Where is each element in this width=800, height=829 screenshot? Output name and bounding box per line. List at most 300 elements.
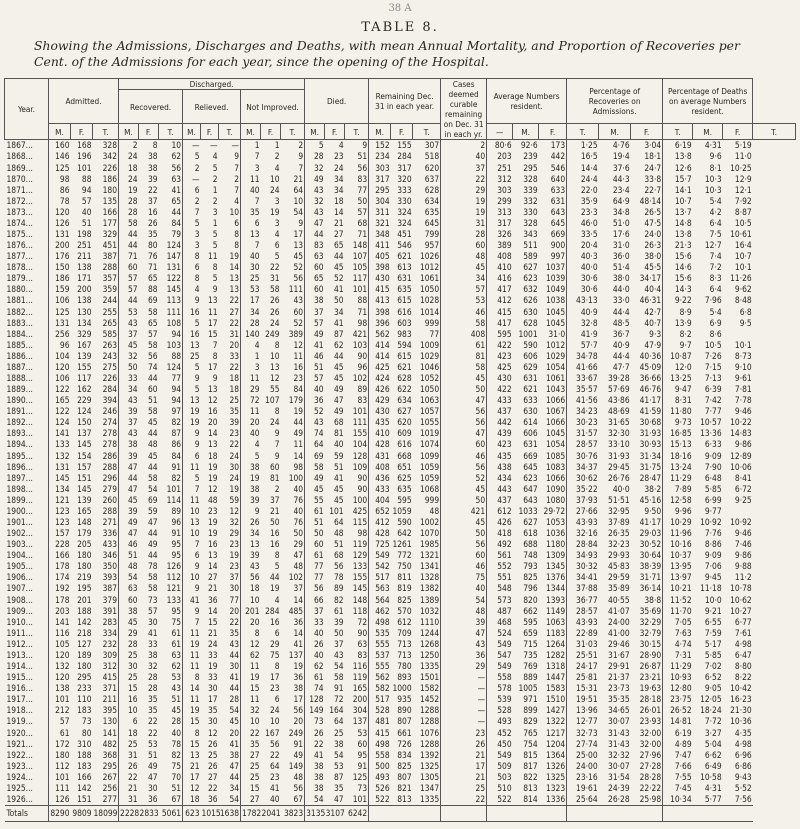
table-cell: 31·93	[639, 428, 662, 439]
table-cell: 82	[171, 417, 182, 428]
table-cell: 997	[550, 251, 566, 262]
table-cell: 20·4	[567, 240, 599, 251]
table-cell: 65	[147, 273, 158, 284]
table-cell: 45	[119, 339, 139, 350]
table-cell: 56	[441, 539, 487, 550]
table-cell: 141	[49, 428, 71, 439]
table-cell: 22	[269, 262, 280, 273]
table-cell: 31·0	[548, 328, 566, 339]
table-cell: 9·10	[734, 361, 752, 372]
table-cell: 5	[183, 472, 201, 483]
table-cell: 177	[102, 217, 118, 228]
table-cell: 10	[183, 572, 201, 583]
table-cell: 561	[487, 550, 513, 561]
table-cell: 343	[523, 228, 538, 239]
table-cell: 31	[229, 328, 240, 339]
table-cell: 195	[77, 583, 92, 594]
table-cell: 1085	[545, 450, 566, 461]
table-cell: 511	[523, 240, 538, 251]
table-cell: 26·3	[644, 240, 662, 251]
table-cell: —	[209, 140, 218, 151]
table-cell: 616	[397, 439, 412, 450]
table-row	[5, 295, 796, 306]
table-cell: 137	[352, 716, 368, 727]
table-cell: 69	[147, 494, 158, 505]
table-cell: 49	[293, 428, 304, 439]
table-cell: 621	[397, 251, 412, 262]
table-cell: 35	[207, 705, 218, 716]
table-cell: 74	[305, 683, 325, 694]
table-cell: 59	[147, 505, 158, 516]
table-cell: 10	[183, 506, 201, 517]
table-cell: —	[441, 672, 487, 683]
table-cell: 11	[241, 406, 261, 417]
table-cell: 22	[229, 439, 240, 450]
table-cell: 2	[234, 173, 240, 184]
table-cell: 4·98	[734, 638, 752, 649]
table-row	[5, 406, 796, 417]
table-cell: 33·5	[567, 229, 599, 240]
table-cell: 7	[241, 240, 261, 251]
table-cell: 130	[102, 716, 118, 727]
table-cell: 631	[523, 373, 538, 383]
table-cell: 1059	[392, 505, 412, 516]
table-cell: 35·69	[639, 605, 662, 616]
table-cell: 9·77	[704, 505, 722, 516]
table-cell: 29·46	[608, 638, 630, 649]
table-cell: 748	[523, 550, 538, 561]
table-cell: 32	[147, 661, 158, 672]
table-cell: 87	[334, 328, 344, 339]
table-cell: 41	[171, 184, 182, 195]
table-cell: 167	[77, 339, 92, 350]
table-cell: 16	[293, 361, 304, 372]
table-row	[5, 184, 796, 195]
table-cell: 8·31	[663, 395, 693, 406]
table-cell: 137	[77, 428, 92, 439]
table-cell: 1·25	[567, 140, 599, 152]
table-cell: 19	[229, 251, 240, 262]
table-cell: 37	[229, 572, 240, 583]
table-cell: 414	[369, 351, 391, 362]
table-cell: 58	[269, 284, 280, 295]
table-cell: 234	[369, 151, 391, 162]
table-cell: 23·16	[567, 771, 599, 782]
table-cell: 131	[49, 229, 71, 240]
table-cell: 43·93	[567, 517, 599, 528]
table-row	[5, 661, 796, 672]
table-cell: 17	[207, 694, 218, 705]
table-cell: 120	[49, 207, 71, 218]
table-cell: 13	[207, 439, 218, 450]
table-cell: 68	[334, 550, 344, 561]
table-cell: 142	[77, 782, 92, 793]
table-cell: 122	[49, 406, 71, 417]
table-cell: 6·9	[709, 317, 722, 328]
table-cell: 5061	[159, 805, 183, 821]
table-cell: 7·47	[663, 749, 693, 760]
table-cell: 1028	[419, 295, 440, 306]
table-cell: 95	[171, 605, 182, 616]
table-row	[5, 683, 796, 694]
table-cell: 94	[81, 184, 92, 195]
table-row	[5, 373, 796, 384]
table-row	[5, 528, 796, 539]
table-cell: 49	[305, 328, 325, 339]
table-cell: 288	[102, 505, 118, 516]
table-cell: 61	[334, 605, 344, 616]
table-cell: 41·17	[639, 395, 662, 406]
table-cell: 10·1	[734, 339, 752, 350]
table-cell: 58	[147, 339, 158, 350]
table-cell: 606	[523, 350, 538, 361]
table-cell: 84	[293, 384, 304, 395]
table-cell: 60	[357, 738, 368, 749]
table-cell: 12·9	[734, 173, 752, 184]
table-cell: 239	[523, 151, 538, 162]
table-cell: 60	[147, 384, 158, 395]
table-cell: 295	[523, 162, 538, 173]
table-cell: 23	[229, 428, 240, 439]
table-cell: 12	[241, 639, 261, 650]
table-cell: 41·07	[608, 605, 630, 616]
table-cell: 233	[77, 683, 92, 694]
table-cell: 134	[49, 483, 71, 494]
table-cell: 45	[334, 494, 344, 505]
table-cell: 1347	[419, 782, 440, 793]
table-row	[5, 395, 796, 406]
table-cell: 1183	[545, 627, 566, 638]
table-cell: 128	[352, 450, 368, 461]
table-cell: 72	[334, 694, 344, 705]
table-cell: 34·23	[567, 406, 599, 417]
row-year: 1920...	[6, 727, 33, 738]
table-cell: 7·45	[663, 783, 693, 794]
table-cell: 256	[102, 782, 118, 793]
table-cell: 6·19	[663, 140, 693, 152]
table-cell: 12	[207, 483, 218, 494]
table-cell: 30·64	[639, 550, 662, 561]
table-cell: 8·6	[709, 328, 722, 339]
table-cell: 38	[305, 295, 325, 306]
table-cell: 8·80	[734, 661, 752, 672]
table-cell: 45	[147, 450, 158, 461]
table-cell: 166	[49, 550, 71, 561]
table-cell: 6	[241, 218, 261, 229]
table-cell: 69	[147, 295, 158, 306]
table-cell: 433	[487, 395, 513, 406]
table-cell: 43·93	[567, 616, 599, 627]
table-cell: 411	[369, 240, 391, 251]
table-cell: 7	[183, 207, 201, 218]
table-cell: 7	[183, 616, 201, 627]
row-year: 1891...	[6, 406, 33, 417]
table-cell: 45	[334, 361, 344, 372]
table-cell: 126	[49, 218, 71, 229]
table-cell: 9·05	[704, 683, 722, 694]
table-cell: 9·96	[663, 506, 693, 517]
table-cell: 117	[77, 373, 92, 383]
table-cell: 1070	[419, 528, 440, 539]
table-cell: 50	[269, 517, 280, 528]
table-cell: 30	[241, 262, 261, 273]
table-cell: 180	[49, 749, 71, 760]
table-cell: 26	[207, 738, 218, 749]
table-cell: 79	[171, 228, 182, 239]
table-cell: 8	[234, 240, 240, 251]
table-cell: 46	[305, 351, 325, 362]
table-cell: 6·48	[704, 472, 722, 483]
table-cell: 63	[171, 173, 182, 184]
table-row	[5, 672, 796, 683]
table-cell: 834	[397, 749, 412, 760]
table-cell: 6·4	[709, 284, 722, 295]
table-cell: 19	[207, 472, 218, 483]
table-cell: 555	[369, 661, 391, 672]
table-cell: 4·98	[734, 738, 752, 749]
table-cell: 893	[397, 672, 412, 683]
table-cell: 434	[487, 472, 513, 483]
table-cell: 44	[119, 295, 139, 306]
table-cell: 9	[298, 151, 304, 162]
table-cell: 1364	[545, 749, 566, 760]
table-cell: 19	[207, 517, 218, 528]
table-cell: 14·6	[663, 262, 693, 273]
table-cell: 603	[397, 317, 412, 328]
table-cell: 8	[183, 672, 201, 683]
table-cell: 429	[369, 395, 391, 406]
table-cell: 9	[183, 373, 201, 384]
table-cell: 211	[102, 694, 118, 705]
table-cell: 34	[334, 184, 344, 195]
table-row	[5, 506, 796, 517]
table-cell: 38	[305, 771, 325, 782]
table-cell: 5·4	[709, 195, 722, 206]
table-cell: 7	[183, 483, 201, 494]
table-cell: 145	[49, 472, 71, 483]
table-cell: 50	[441, 528, 487, 539]
table-cell: 150	[77, 417, 92, 428]
table-cell: 1288	[419, 705, 440, 716]
table-cell: 22	[229, 295, 240, 306]
table-cell: 634	[397, 395, 412, 406]
row-year: 1880...	[6, 284, 33, 295]
table-cell: 121	[49, 495, 71, 506]
table-cell: 47	[334, 395, 344, 406]
table-cell: 94	[171, 384, 182, 395]
table-cell: 40	[441, 583, 487, 594]
table-cell: 96	[171, 517, 182, 528]
table-cell: 60	[441, 240, 487, 251]
table-cell: 11·70	[663, 605, 693, 616]
table-cell: 19	[207, 661, 218, 672]
table-cell: 28·90	[639, 649, 662, 660]
table-cell: 118	[352, 605, 368, 616]
table-cell: 2	[183, 195, 201, 206]
table-cell: 50	[119, 362, 139, 373]
table-cell: 423	[487, 351, 513, 362]
table-cell: 329	[102, 228, 118, 239]
table-cell: 15	[207, 616, 218, 627]
table-cell: 34	[441, 273, 487, 284]
table-cell: 1015	[201, 805, 219, 821]
table-cell: 7·72	[704, 716, 722, 727]
table-cell: 1046	[419, 361, 440, 372]
header-admitted-m: M.	[49, 124, 71, 140]
table-cell: 54	[334, 749, 344, 760]
table-cell: 9	[183, 295, 201, 306]
table-cell: 43	[119, 395, 139, 406]
table-cell: 14	[334, 206, 344, 217]
table-cell: 60	[305, 262, 325, 273]
header-remaining-m: M.	[369, 124, 391, 140]
row-year: 1889...	[6, 384, 33, 395]
table-cell: 33	[305, 616, 325, 627]
table-cell: 55	[305, 495, 325, 506]
table-row	[5, 218, 796, 229]
table-cell: 73	[357, 782, 368, 793]
table-cell: 23	[293, 373, 304, 383]
table-cell: 1244	[419, 627, 440, 638]
table-cell: 38·2	[644, 483, 662, 494]
table-cell: 57	[119, 273, 139, 284]
table-cell: 398	[369, 306, 391, 317]
table-cell: 31·57	[567, 428, 599, 439]
table-cell: 40·7	[644, 317, 662, 328]
table-cell: 1393	[545, 594, 566, 605]
table-cell: 44	[229, 649, 240, 660]
table-cell: 54	[441, 594, 487, 605]
table-cell: 39	[119, 450, 139, 461]
table-cell: 1	[274, 140, 280, 151]
table-cell: 38	[119, 439, 139, 450]
table-cell: 6·49	[704, 760, 722, 771]
table-cell: 38	[119, 605, 139, 616]
row-year: 1905...	[6, 561, 33, 572]
table-cell: 28	[229, 694, 240, 705]
table-cell: 148	[77, 517, 92, 528]
table-cell: 9	[241, 506, 261, 517]
table-cell: 9·09	[704, 550, 722, 561]
totals-row	[5, 805, 796, 821]
table-cell: 5	[183, 384, 201, 395]
table-cell: 1282	[545, 649, 566, 660]
table-cell: 275	[102, 361, 118, 372]
table-cell: 75	[269, 649, 280, 660]
table-cell: 7	[241, 151, 261, 162]
table-cell: 5	[183, 317, 201, 328]
table-cell: 47·9	[644, 339, 662, 350]
table-cell: 1321	[419, 550, 440, 561]
table-cell: 50	[357, 195, 368, 206]
table-row	[5, 472, 796, 483]
table-cell: 51	[334, 461, 344, 472]
table-cell: 129	[352, 550, 368, 561]
table-cell: 86	[171, 439, 182, 450]
table-cell: 48	[441, 605, 487, 616]
table-cell: 46	[441, 561, 487, 572]
table-cell: 88	[171, 350, 182, 361]
table-cell: 71	[119, 251, 139, 262]
table-cell: 9·46	[734, 406, 752, 417]
table-cell: 30	[229, 661, 240, 672]
table-row	[5, 262, 796, 273]
table-cell: 1050	[419, 384, 440, 395]
table-cell: 27	[241, 749, 261, 760]
table-cell: 821	[397, 782, 412, 793]
table-cell: 3135	[305, 805, 325, 821]
row-year: 1894...	[6, 439, 33, 450]
table-cell: 1326	[545, 760, 566, 771]
table-cell: 38	[147, 162, 158, 173]
table-cell: 33	[119, 373, 139, 384]
table-cell: 51	[171, 782, 182, 793]
table-cell: 114	[166, 494, 182, 505]
table-cell: 67	[171, 793, 182, 804]
table-cell: 1264	[545, 638, 566, 649]
table-cell: 23·75	[663, 694, 693, 705]
table-cell: 452	[487, 727, 513, 738]
table-cell: 558	[369, 749, 391, 760]
table-cell: 45	[334, 373, 344, 383]
table-cell: 82	[171, 749, 182, 760]
table-cell: 39	[334, 616, 344, 627]
table-cell: 616	[397, 306, 412, 317]
table-cell: 7·02	[704, 661, 722, 672]
table-cell: 288	[102, 262, 118, 273]
table-cell: 13	[183, 749, 201, 760]
table-cell: 410	[487, 262, 513, 273]
table-cell: 26	[119, 760, 139, 771]
table-cell: 6·47	[734, 649, 752, 660]
table-cell: 481	[369, 716, 391, 727]
row-year: 1885...	[6, 339, 33, 350]
header-not-improved-m: M.	[241, 124, 261, 140]
table-cell: 51·0	[612, 217, 630, 228]
table-cell: 26·5	[644, 206, 662, 217]
table-cell: 30·23	[567, 417, 599, 428]
table-cell: 735	[523, 649, 538, 660]
table-cell: 120	[49, 362, 71, 373]
row-year: 1892...	[6, 417, 33, 428]
table-cell: 61	[49, 727, 71, 738]
table-cell: 22	[441, 794, 487, 806]
table-cell: 522	[369, 794, 391, 806]
table-cell: 9·73	[663, 417, 693, 428]
table-cell: 4·76	[612, 140, 630, 151]
table-cell: 11·29	[663, 472, 693, 483]
table-cell: 246	[102, 406, 118, 417]
table-cell: 46·76	[639, 384, 662, 395]
table-cell: 18	[334, 195, 344, 206]
table-cell: 450	[487, 738, 513, 749]
row-year: 1875...	[6, 228, 33, 239]
table-cell: 299	[487, 195, 513, 206]
table-cell: 6·72	[734, 483, 752, 494]
table-row	[5, 284, 796, 295]
row-year: 1918...	[6, 705, 33, 716]
table-cell: 328	[102, 140, 118, 151]
table-cell: 44	[305, 229, 325, 240]
table-cell: 24·00	[567, 760, 599, 771]
table-cell: 255	[102, 306, 118, 317]
table-cell: 11	[183, 661, 201, 672]
table-cell: 1090	[545, 483, 566, 494]
table-cell: 36	[441, 650, 487, 661]
table-cell: 60	[119, 594, 139, 605]
table-cell: 45	[293, 251, 304, 262]
table-cell: 44	[334, 251, 344, 262]
